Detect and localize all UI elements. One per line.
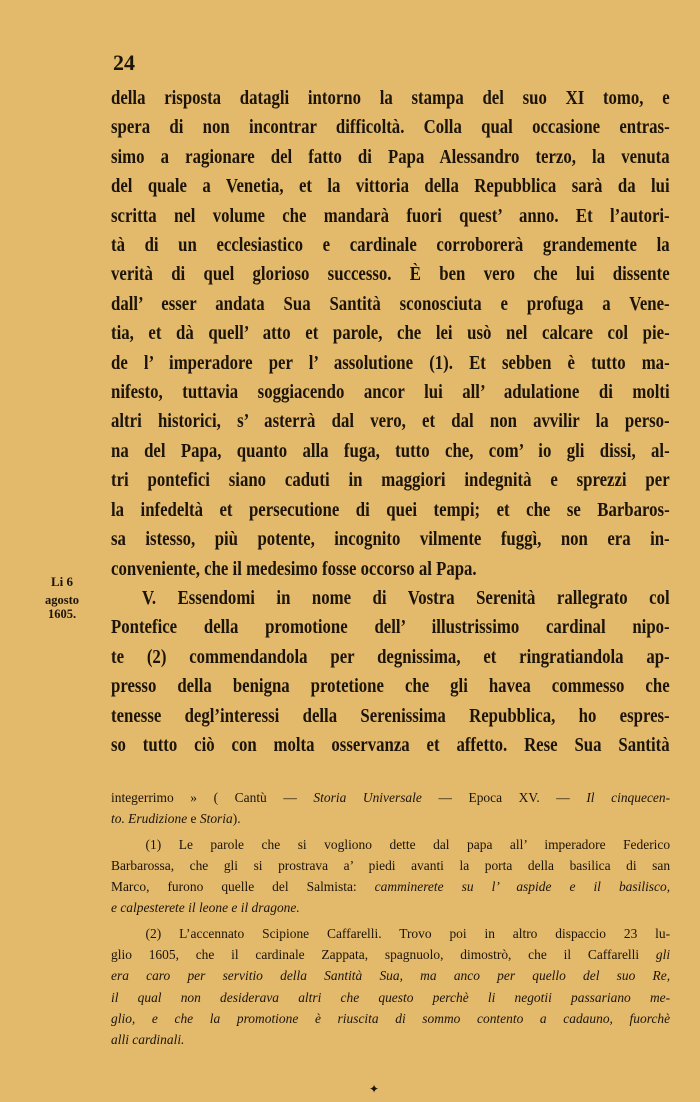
body-line: tri pontefici siano caduti in maggiori indegnità e sprezzi per <box>111 470 670 492</box>
footnote-text: Marco, furono quelle del Salmista: <box>111 880 375 896</box>
body-line: Pontefice della promotione dell’ illustrissimo cardinal nipo- <box>111 617 670 639</box>
body-line: altri historici, s’ asterrà dal vero, et dal non avvilir la perso- <box>111 411 670 433</box>
footnote-italic: Storia <box>199 812 233 828</box>
body-line: tà di un ecclesiastico e cardinale corroborerà grandemente la <box>111 235 670 257</box>
body-line: V. Essendomi in nome di Vostra Serenità rallegrato col <box>141 587 670 609</box>
footnote-italic: e calpesterete il leone e il dragone. <box>111 901 300 917</box>
footnote-italic: il qual non desiderava altri che questo perchè li negotii passariano me- <box>111 990 671 1006</box>
body-line: spera di non incontrar difficoltà. Colla qual occasione entras- <box>111 117 670 139</box>
footnote-continuation-line <box>111 788 670 809</box>
footnote-italic: alli cardinali. <box>111 1033 185 1049</box>
body-line: dall’ esser andata Sua Santità sconosciuta e profuga a Vene- <box>111 293 670 315</box>
footnotes <box>111 788 671 1052</box>
body-line: presso della benigna protetione che gli havea commesso che <box>111 676 670 698</box>
footnote-1-line <box>111 898 670 919</box>
footnote-italic: glio, e che la promotione è riuscita di sommo contento a cadauno, fuorchè <box>111 1011 671 1027</box>
body-line: so tutto ciò con molta osservanza et affetto. Rese Sua Santità <box>111 734 670 756</box>
margin-note-day: Li 6 <box>50 574 74 589</box>
page-number: 24 <box>113 50 135 75</box>
body-line: verità di quel glorioso successo. È ben vero che lui dissente <box>111 264 670 286</box>
footnote-2-line <box>111 988 670 1009</box>
footnote-text: integerrimo » ( Cantù — <box>111 791 314 806</box>
body-line: sa istesso, più potente, incognito vilmente fuggì, non era in- <box>111 529 670 551</box>
body-text <box>111 84 671 760</box>
footnote-1-line: (1) Le parole che si vogliono dette dal papa all’ imperadore Federico <box>145 837 671 853</box>
footnote-italic: to. Erudizione <box>111 812 188 828</box>
body-line: conveniente, che il medesimo fosse occorso al Papa. <box>111 558 477 580</box>
footnote-2-line <box>111 1030 670 1051</box>
body-line: tia, et dà quell’ atto et parole, che lei usò nel calcare col pie- <box>111 323 670 345</box>
body-line: te (2) commendandola per degnissima, et ringratiandola ap- <box>111 646 670 668</box>
footnote-text: glio 1605, che il cardinale Zappata, spagnuolo, dimostrò, che il Caffarelli <box>111 948 656 964</box>
footnote-2-line <box>111 1009 670 1030</box>
footnote-italic: Storia Universale <box>313 791 422 806</box>
footnote-text: ). <box>232 812 241 828</box>
body-line: della risposta datagli intorno la stampa del suo XI tomo, e <box>111 88 670 109</box>
footnote-italic: Il cinquecen- <box>586 791 671 806</box>
body-line: na del Papa, quanto alla fuga, tutto che, com’ io gli dissi, al- <box>111 440 670 462</box>
footnote-1-line: Barbarossa, che gli si prostrava a’ piedi avanti la porta della basilica di san <box>111 858 671 874</box>
footnote-text: e <box>187 812 200 828</box>
footnote-2-line <box>111 945 670 966</box>
footnote-italic: era caro per servitio della Santità Sua, ma anco per quello del suo Re, <box>111 969 671 985</box>
footnote-1-line <box>111 877 670 898</box>
body-line: la infedeltà et persecutione di quei tempi; et che se Barbaros- <box>111 499 670 521</box>
footnote-continuation-line <box>111 809 670 830</box>
body-line: nifesto, tuttavia soggiacendo ancor lui all’ adulatione di molti <box>111 382 670 404</box>
body-line: scritta nel volume che mandarà fuori quest’ anno. Et l’autori- <box>111 205 670 227</box>
body-line: de l’ imperadore per l’ assolutione (1). Et sebben è tutto ma- <box>111 352 670 374</box>
body-line: simo a ragionare del fatto di Papa Alessandro terzo, la venuta <box>111 146 670 168</box>
margin-note <box>34 575 90 621</box>
margin-note-year: 1605. <box>47 607 77 621</box>
footnote-2-line: (2) L’accennato Scipione Caffarelli. Trovo poi in altro dispaccio 23 lu- <box>145 926 671 942</box>
body-line: tenesse degl’interessi della Serenissima Repubblica, ho espres- <box>111 705 670 727</box>
footnote-italic: gli <box>655 948 671 964</box>
footnote-italic: camminerete su l’ aspide e il basilisco, <box>374 880 671 896</box>
margin-note-month: agosto <box>44 593 80 607</box>
footnote-text: — Epoca XV. — <box>421 791 587 806</box>
body-line: del quale a Venetia, et la vittoria della Repubblica sarà da lui <box>111 176 670 198</box>
ornament-icon: ✦ <box>369 1082 380 1096</box>
footnote-2-line <box>111 966 670 987</box>
